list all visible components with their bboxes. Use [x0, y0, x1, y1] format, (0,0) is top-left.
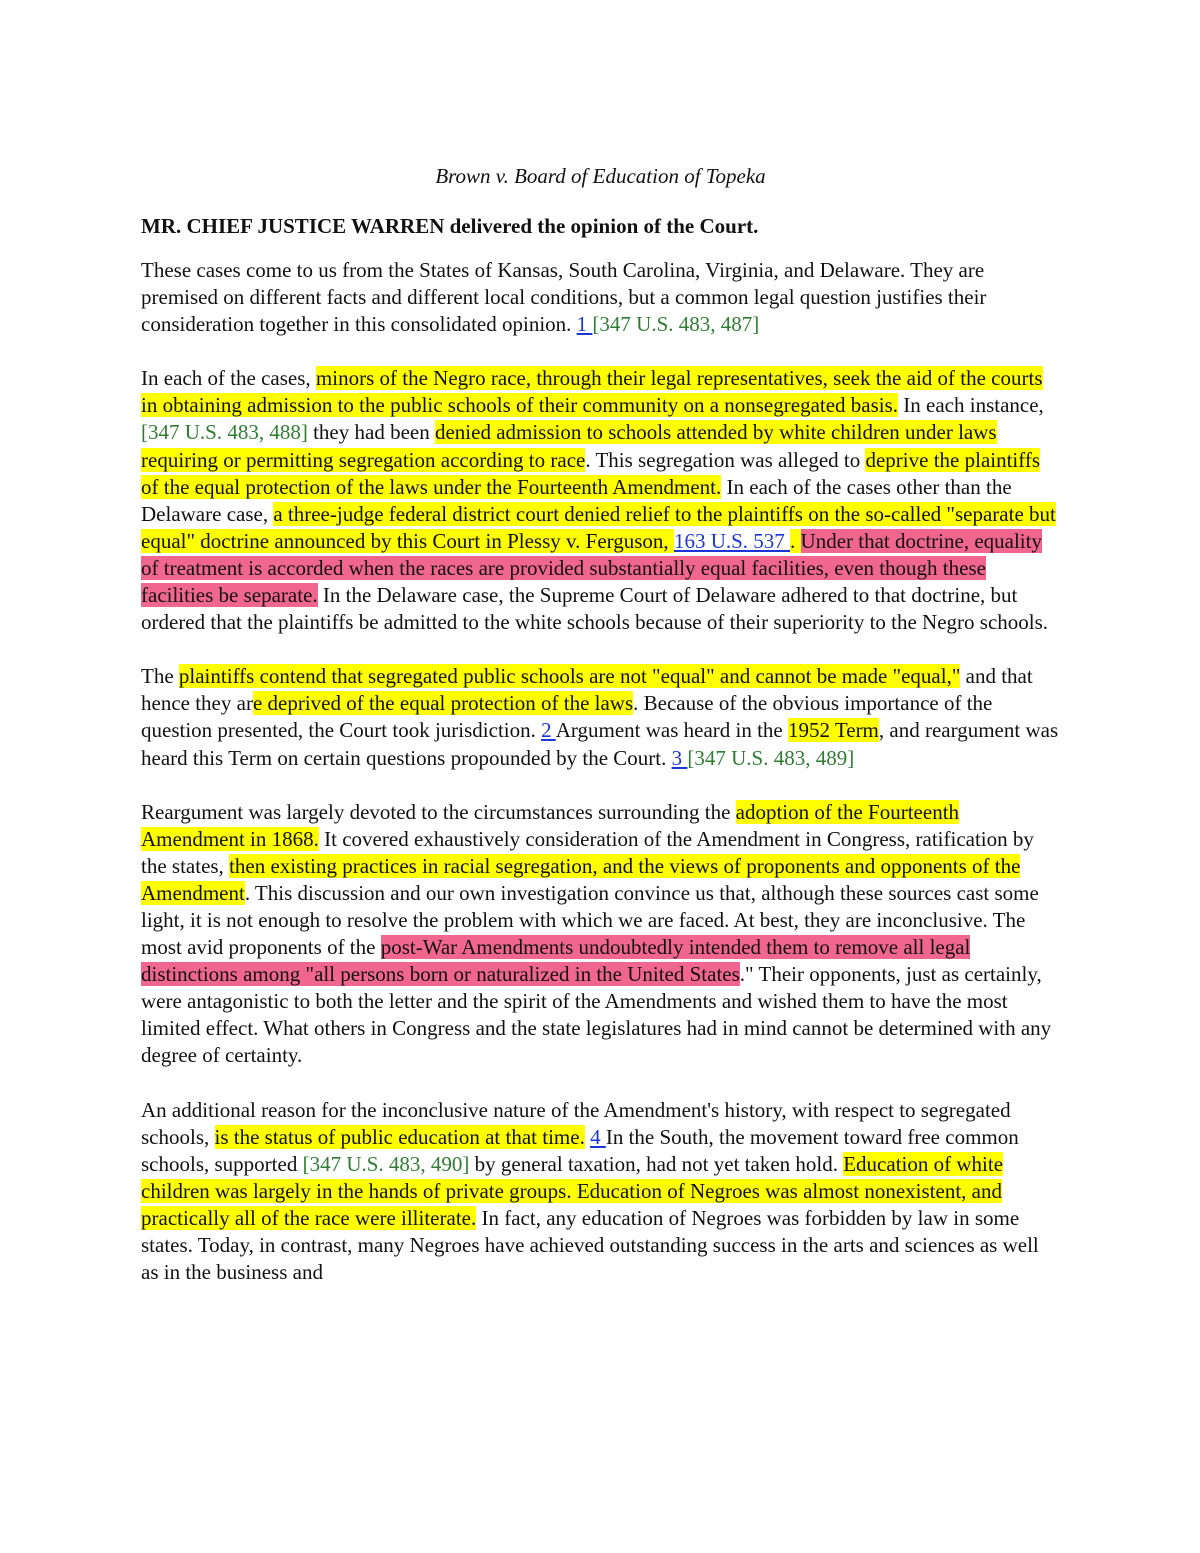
paragraph-5	[141, 1097, 1060, 1287]
case-title: Brown v. Board of Education of Topeka	[435, 164, 766, 188]
page-citation: [347 U.S. 483, 488]	[141, 420, 308, 445]
paragraph-text: and that hence they ar	[141, 664, 1033, 716]
footnote-link[interactable]: 1	[576, 312, 593, 337]
page-citation: [347 U.S. 483, 487]	[592, 312, 760, 337]
paragraph-text: ." Their opponents, just as certainly, were antagonistic to both the letter and the spirit of the Amendments and wished them to have the most limited effect. What others in Congress and the state legislatures had in mind cannot be determined with any degree of certainty.	[141, 962, 1052, 1068]
paragraph-text: In fact, any education of Negroes was forbidden by law in some states. Today, in contrast, many Negroes have achieved outstanding success in the arts and sciences as well as in the business and	[141, 1205, 1039, 1285]
paragraph-1	[141, 257, 1060, 338]
paragraph-4	[141, 799, 1060, 1070]
red-highlighted-text: Under that doctrine, equality of treatment is accorded when the races are provided substantially equal facilities, even though these facilities be separate.	[141, 528, 1042, 608]
footnote-link[interactable]: 163 U.S. 537	[673, 528, 791, 553]
paragraph-text: In the Delaware case, the Supreme Court of Delaware adhered to that doctrine, but ordered that the plaintiffs be admitted to the white schools because of their superiority to the Negro schools.	[141, 583, 1049, 635]
paragraph-text: they had been	[307, 420, 435, 445]
paragraph-text: . This discussion and our own investigation convince us that, although these sources cast some light, it is not enough to resolve the problem with which we are faced. At best, they are inconclusive. The most avid proponents of the	[141, 880, 1039, 960]
paragraph-text: The	[141, 664, 179, 689]
footnote-link[interactable]: 2	[541, 718, 556, 743]
paragraph-text: , and reargument was heard this Term on certain questions propounded by the Court.	[141, 718, 1059, 770]
page-citation: [347 U.S. 483, 490]	[302, 1151, 470, 1176]
paragraph-text: Argument was heard in the	[555, 718, 789, 743]
paragraph-text: These cases come to us from the States of Kansas, South Carolina, Virginia, and Delaware. They are premised on different facts and different local conditions, but a common legal question justifies their consideration together in this consolidated opinion.	[141, 258, 987, 337]
highlighted-text: e deprived of the equal protection of the laws	[252, 691, 634, 716]
paragraph-text: In each of the cases other than the Delaware case,	[141, 474, 1012, 526]
footnote-link[interactable]: 3	[671, 745, 688, 770]
highlighted-text: .	[790, 528, 801, 553]
highlighted-text: deprive the plaintiffs of the equal protection of the laws under the Fourteenth Amendment.	[141, 447, 1041, 499]
highlighted-text: minors of the Negro race, through their legal representatives, seek the aid of the courts in obtaining admission to the public schools of their community on a nonsegregated basis.	[141, 366, 1043, 418]
paragraph-text: In the South, the movement toward free common schools, supported	[141, 1124, 1019, 1176]
footnote-link[interactable]: 4	[590, 1124, 606, 1149]
opinion-heading: MR. CHIEF JUSTICE WARREN delivered the opinion of the Court.	[141, 214, 759, 238]
highlighted-text: a three-judge federal district court denied relief to the plaintiffs on the so-called "separate but equal" doctrine announced by this Court in Plessy v. Ferguson,	[141, 501, 1056, 553]
highlighted-text: is the status of public education at that time.	[214, 1124, 585, 1149]
paragraph-text: Reargument was largely devoted to the circumstances surrounding the	[141, 799, 736, 824]
highlighted-text: plaintiffs contend that segregated public schools are not "equal" and cannot be made "equal,"	[178, 664, 961, 689]
paragraph-3	[141, 663, 1060, 771]
paragraph-text: . This segregation was alleged to	[585, 447, 866, 472]
highlighted-text: denied admission to schools attended by white children under laws requiring or permitting segregation according to race	[141, 420, 997, 472]
paragraph-text: It covered exhaustively consideration of the Amendment in Congress, ratification by the states,	[141, 826, 1034, 878]
paragraph-text: An additional reason for the inconclusive nature of the Amendment's history, with respect to segregated schools,	[141, 1097, 1011, 1149]
paragraph-2	[141, 365, 1060, 636]
page-citation: [347 U.S. 483, 489]	[687, 745, 855, 770]
paragraph-text: In each of the cases,	[141, 366, 316, 391]
paragraph-text: by general taxation, had not yet taken hold.	[469, 1151, 844, 1176]
highlighted-text: 1952 Term	[788, 718, 879, 743]
paragraph-text: . Because of the obvious importance of the question presented, the Court took jurisdiction.	[141, 691, 993, 743]
highlighted-text: adoption of the Fourteenth Amendment in 1868.	[141, 799, 960, 851]
paragraph-text: In each instance,	[898, 393, 1044, 418]
red-highlighted-text: post-War Amendments undoubtedly intended them to remove all legal distinctions among "all persons born or naturalized in the United States	[141, 935, 971, 987]
highlighted-text: then existing practices in racial segregation, and the views of proponents and opponents of the Amendment	[141, 853, 1021, 905]
highlighted-text: Education of white children was largely in the hands of private groups. Education of Negroes was almost nonexistent, and practically all of the race were illiterate.	[141, 1151, 1004, 1230]
